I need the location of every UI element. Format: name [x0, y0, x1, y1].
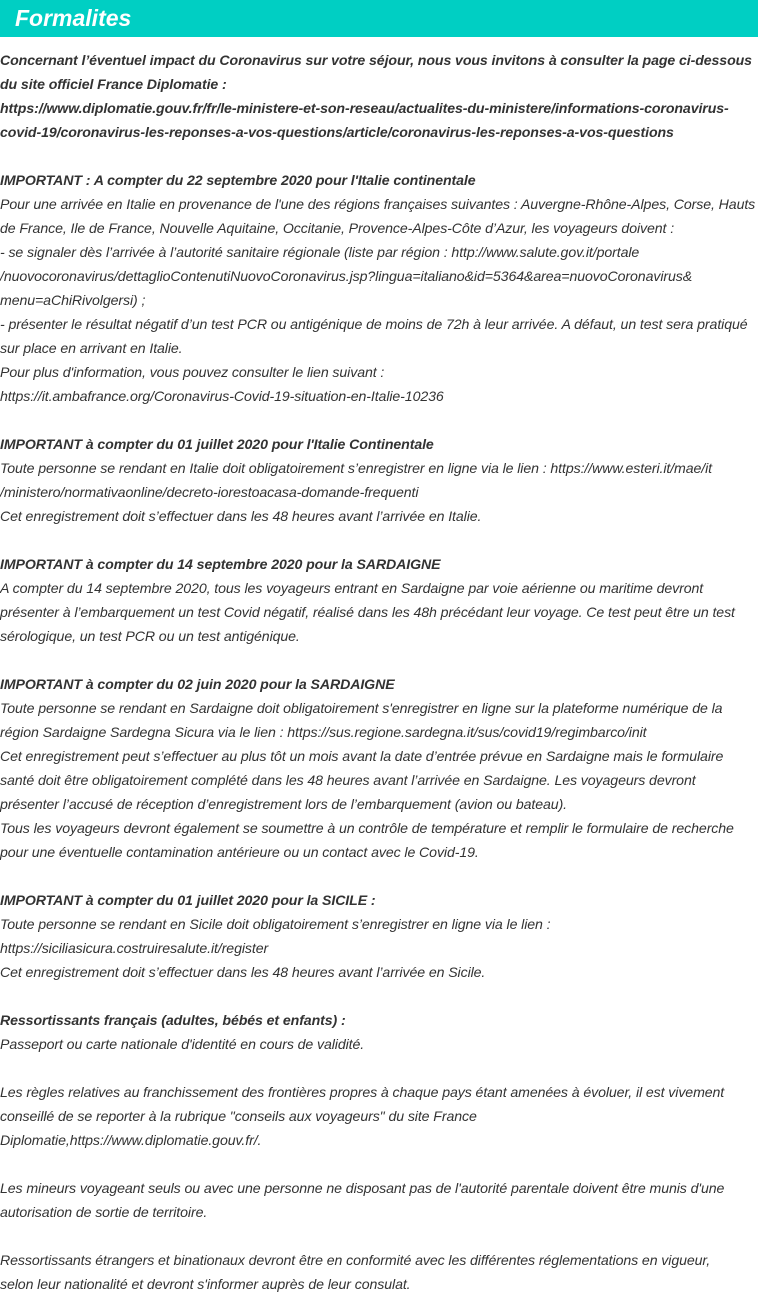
info-paragraph [0, 49, 758, 145]
text-line: Pour plus d'information, vous pouvez consulter le lien suivant : [0, 365, 385, 381]
text-line: Diplomatie,https://www.diplomatie.gouv.fr/. [0, 1133, 262, 1149]
bold-text-line: IMPORTANT : A compter du 22 septembre 2020 pour l'Italie continentale [0, 173, 476, 189]
text-line: Ressortissants étrangers et binationaux devront être en conformité avec les différentes réglementations en vigueur, [0, 1253, 711, 1269]
formalities-content [0, 37, 758, 1297]
info-paragraph [0, 1009, 758, 1057]
bold-text-line: covid-19/coronavirus-les-reponses-a-vos-questions/article/coronavirus-les-reponses-a-vos-questions [0, 125, 674, 141]
text-line: présenter l’accusé de réception d’enregistrement lors de l’embarquement (avion ou bateau). [0, 797, 568, 813]
text-line: Les mineurs voyageant seuls ou avec une personne ne disposant pas de l'autorité parentale doivent être munis d'une [0, 1181, 725, 1197]
text-line: Cet enregistrement peut s’effectuer au plus tôt un mois avant la date d’entrée prévue en Sardaigne mais le formulaire [0, 749, 724, 765]
text-line: menu=aChiRivolgersi) ; [0, 293, 146, 309]
text-line: Toute personne se rendant en Sicile doit obligatoirement s’enregistrer en ligne via le lien : [0, 917, 551, 933]
text-line: - présenter le résultat négatif d’un test PCR ou antigénique de moins de 72h à leur arrivée. A défaut, un test sera pratiqué [0, 317, 748, 333]
info-paragraph [0, 1177, 758, 1225]
text-line: santé doit être obligatoirement complété dans les 48 heures avant l’arrivée en Sardaigne. Les voyageurs devront [0, 773, 696, 789]
info-paragraph [0, 553, 758, 649]
text-line: Pour une arrivée en Italie en provenance de l'une des régions françaises suivantes : Auvergne-Rhône-Alpes, Corse, Hauts [0, 197, 756, 213]
text-line: de France, Ile de France, Nouvelle Aquitaine, Occitanie, Provence-Alpes-Côte d’Azur, les voyageurs doivent : [0, 221, 675, 237]
text-line: pour une éventuelle contamination antérieure ou un contact avec le Covid-19. [0, 845, 479, 861]
bold-text-line: IMPORTANT à compter du 01 juillet 2020 pour l'Italie Continentale [0, 437, 434, 453]
bold-text-line: Ressortissants français (adultes, bébés et enfants) : [0, 1013, 346, 1029]
text-line: Tous les voyageurs devront également se soumettre à un contrôle de température et remplir le formulaire de recherche [0, 821, 734, 837]
info-paragraph [0, 673, 758, 865]
info-paragraph [0, 889, 758, 985]
text-line: région Sardaigne Sardegna Sicura via le lien : https://sus.regione.sardegna.it/sus/covid19/regimbarco/init [0, 725, 647, 741]
info-paragraph [0, 1249, 758, 1297]
text-line: - se signaler dès l’arrivée à l’autorité sanitaire régionale (liste par région : http://www.salute.gov.it/portale [0, 245, 640, 261]
bold-text-line: IMPORTANT à compter du 14 septembre 2020 pour la SARDAIGNE [0, 557, 441, 573]
text-line: A compter du 14 septembre 2020, tous les voyageurs entrant en Sardaigne par voie aérienne ou maritime devront [0, 581, 704, 597]
section-header [0, 0, 758, 37]
section-title: Formalites [15, 5, 132, 31]
text-line: /nuovocoronavirus/dettaglioContenutiNuovoCoronavirus.jsp?lingua=italiano&id=5364&area=nuovoCoronavirus& [0, 269, 693, 285]
text-line: /ministero/normativaonline/decreto-iorestoacasa-domande-frequenti [0, 485, 419, 501]
text-line: Toute personne se rendant en Italie doit obligatoirement s’enregistrer en ligne via le lien : https://www.esteri.it/mae/it [0, 461, 713, 477]
bold-text-line: IMPORTANT à compter du 02 juin 2020 pour la SARDAIGNE [0, 677, 395, 693]
text-line: https://siciliasicura.costruiresalute.it/register [0, 941, 269, 957]
text-line: Cet enregistrement doit s’effectuer dans les 48 heures avant l’arrivée en Italie. [0, 509, 482, 525]
text-line: présenter à l’embarquement un test Covid négatif, réalisé dans les 48h précédant leur voyage. Ce test peut être un test [0, 605, 735, 621]
bold-text-line: du site officiel France Diplomatie : [0, 77, 227, 93]
text-line: autorisation de sortie de territoire. [0, 1205, 208, 1221]
bold-text-line: Concernant l’éventuel impact du Coronavirus sur votre séjour, nous vous invitons à consulter la page ci-dessous [0, 53, 752, 69]
bold-text-line: https://www.diplomatie.gouv.fr/fr/le-ministere-et-son-reseau/actualites-du-ministere/informations-coronavirus- [0, 101, 729, 117]
text-line: Passeport ou carte nationale d'identité en cours de validité. [0, 1037, 365, 1053]
text-line: Cet enregistrement doit s’effectuer dans les 48 heures avant l’arrivée en Sicile. [0, 965, 486, 981]
info-paragraph [0, 1081, 758, 1153]
text-line: sérologique, un test PCR ou un test antigénique. [0, 629, 300, 645]
text-line: sur place en arrivant en Italie. [0, 341, 183, 357]
info-paragraph [0, 169, 758, 409]
info-paragraph [0, 433, 758, 529]
text-line: selon leur nationalité et devront s'informer auprès de leur consulat. [0, 1277, 411, 1293]
text-line: https://it.ambafrance.org/Coronavirus-Covid-19-situation-en-Italie-10236 [0, 389, 444, 405]
text-line: conseillé de se reporter à la rubrique "conseils aux voyageurs" du site France [0, 1109, 477, 1125]
text-line: Toute personne se rendant en Sardaigne doit obligatoirement s'enregistrer en ligne sur la plateforme numérique de la [0, 701, 723, 717]
text-line: Les règles relatives au franchissement des frontières propres à chaque pays étant amenées à évoluer, il est vivement [0, 1085, 725, 1101]
bold-text-line: IMPORTANT à compter du 01 juillet 2020 pour la SICILE : [0, 893, 376, 909]
